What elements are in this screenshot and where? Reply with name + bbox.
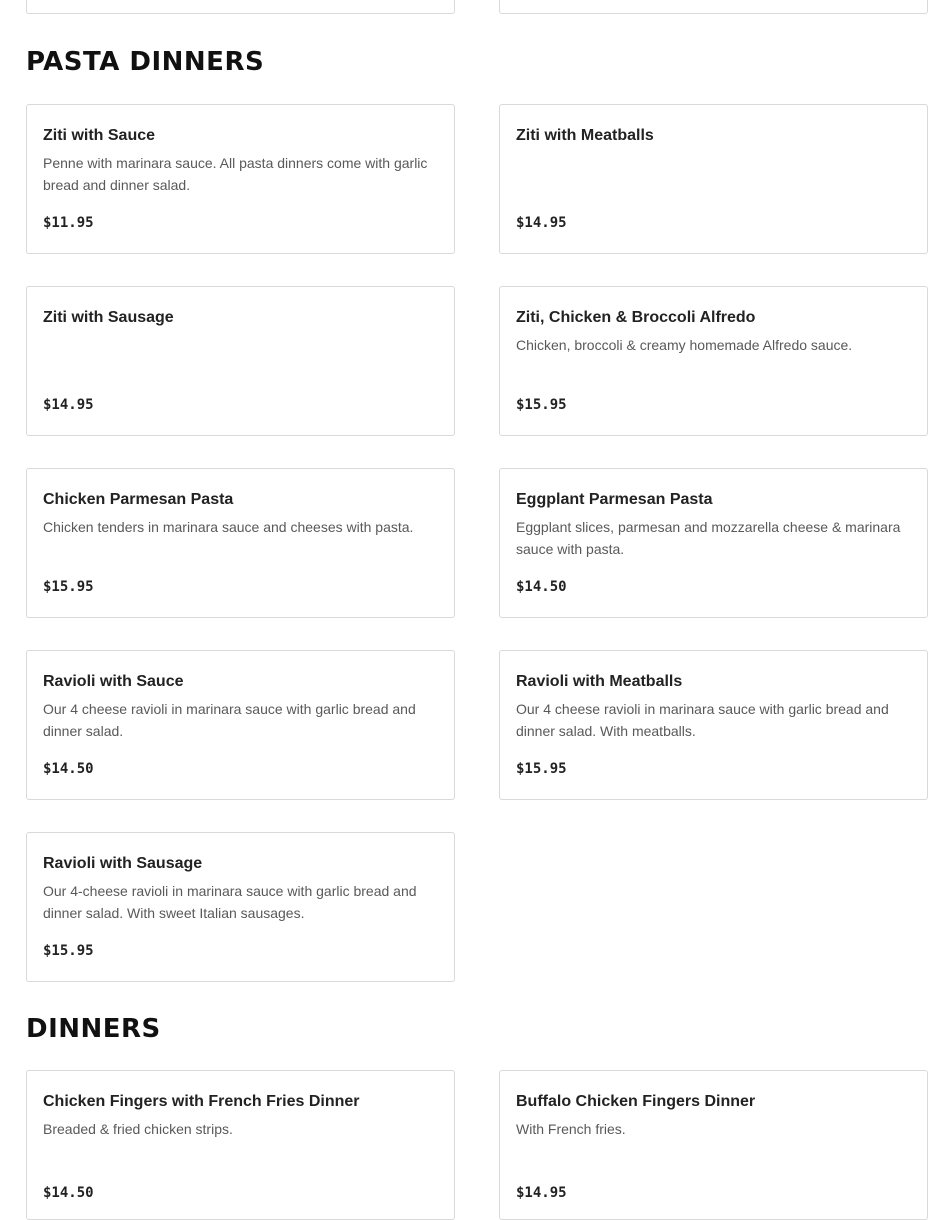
item-description: Breaded & fried chicken strips. <box>43 1121 233 1137</box>
item-description: Our 4 cheese ravioli in marinara sauce with garlic bread and dinner salad. With meatballs. <box>516 701 889 739</box>
item-price: $15.95 <box>516 761 567 777</box>
item-name: Eggplant Parmesan Pasta <box>516 491 713 508</box>
item-name: Ziti with Sausage <box>43 309 174 326</box>
menu-item-card[interactable] <box>26 468 455 618</box>
menu-page <box>26 0 928 1220</box>
item-name: Ravioli with Sausage <box>43 855 203 872</box>
menu-item-card[interactable] <box>499 0 928 14</box>
section-title-pasta-dinners: PASTA DINNERS <box>26 47 265 77</box>
item-name: Ravioli with Meatballs <box>516 673 683 690</box>
item-price: $14.95 <box>516 1185 567 1201</box>
menu-item-card[interactable] <box>499 286 928 436</box>
menu-item-card[interactable] <box>499 104 928 254</box>
item-name: Ravioli with Sauce <box>43 673 184 690</box>
menu-item-card[interactable] <box>499 650 928 800</box>
section-title-dinners: DINNERS <box>26 1014 161 1044</box>
menu-item-card[interactable] <box>26 1070 455 1220</box>
menu-item-card[interactable] <box>26 0 455 14</box>
item-name: Buffalo Chicken Fingers Dinner <box>516 1093 756 1110</box>
item-price: $14.50 <box>43 761 94 777</box>
item-price: $15.95 <box>43 943 94 959</box>
item-name: Chicken Fingers with French Fries Dinner <box>43 1093 360 1110</box>
item-name: Ziti with Meatballs <box>516 127 654 144</box>
item-price: $15.95 <box>516 397 567 413</box>
menu-item-card[interactable] <box>499 468 928 618</box>
menu-item-card[interactable] <box>499 1070 928 1220</box>
dinners-grid <box>26 1070 928 1220</box>
item-description: Penne with marinara sauce. All pasta dinners come with garlic bread and dinner salad. <box>43 155 428 193</box>
item-description: Our 4 cheese ravioli in marinara sauce with garlic bread and dinner salad. <box>43 701 416 739</box>
item-description: Our 4-cheese ravioli in marinara sauce with garlic bread and dinner salad. With sweet Italian sausages. <box>43 883 417 921</box>
item-price: $14.50 <box>43 1185 94 1201</box>
item-price: $11.95 <box>43 215 94 231</box>
item-price: $14.95 <box>516 215 567 231</box>
item-name: Chicken Parmesan Pasta <box>43 491 234 508</box>
previous-section-grid <box>26 0 928 14</box>
menu-item-card[interactable] <box>26 286 455 436</box>
item-description: Chicken, broccoli & creamy homemade Alfredo sauce. <box>516 337 853 353</box>
item-description: Chicken tenders in marinara sauce and cheeses with pasta. <box>43 519 414 535</box>
pasta-dinners-grid <box>26 104 928 982</box>
item-description: Eggplant slices, parmesan and mozzarella cheese & marinara sauce with pasta. <box>516 519 901 557</box>
item-name: Ziti, Chicken & Broccoli Alfredo <box>516 309 756 326</box>
item-description: With French fries. <box>516 1121 626 1137</box>
item-price: $14.95 <box>43 397 94 413</box>
item-price: $15.95 <box>43 579 94 595</box>
item-price: $14.50 <box>516 579 567 595</box>
menu-item-card[interactable] <box>26 832 455 982</box>
item-name: Ziti with Sauce <box>43 127 156 144</box>
menu-item-card[interactable] <box>26 650 455 800</box>
menu-item-card[interactable] <box>26 104 455 254</box>
